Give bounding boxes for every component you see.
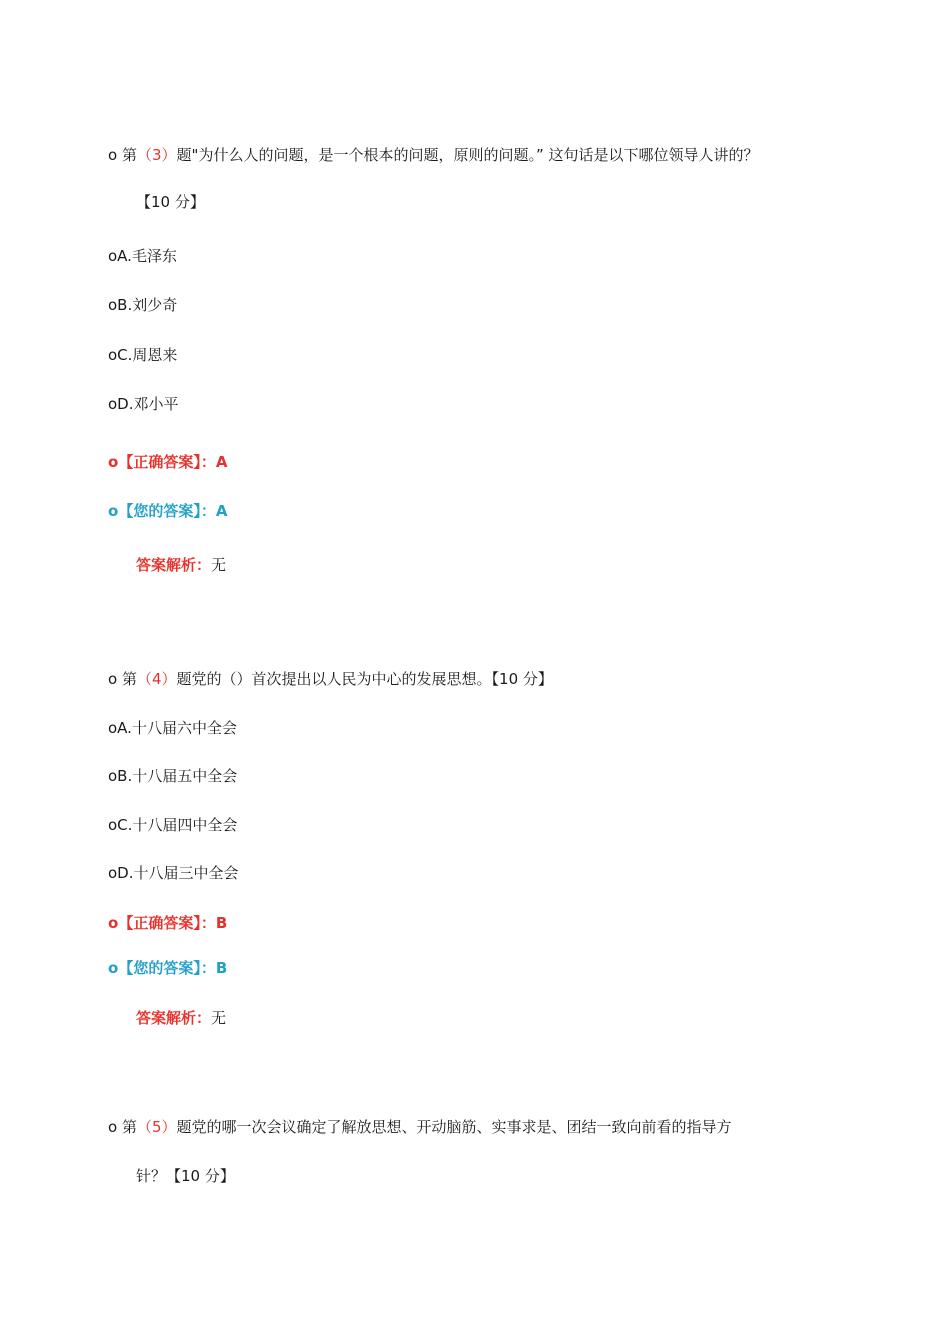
question-5-stem (108, 1117, 732, 1137)
bullet: o (108, 959, 119, 977)
your-answer (108, 958, 227, 978)
correct-answer-label: 【正确答案】： (118, 453, 216, 471)
correct-answer-value: A (215, 453, 228, 471)
option-c: oC.周恩来 (108, 346, 178, 364)
question-prefix: 第 (121, 1118, 137, 1136)
question-suffix: 题 (176, 146, 192, 164)
question-3-score: 【10 分】 (136, 193, 205, 211)
bullet: o (108, 502, 119, 520)
option-d: oD.十八届三中全会 (108, 864, 239, 882)
answer-analysis (136, 1008, 226, 1028)
option-b: oB.刘少奇 (108, 296, 178, 314)
question-number: （5） (136, 1118, 177, 1136)
correct-answer (108, 913, 227, 933)
bullet: o (108, 914, 119, 932)
question-suffix: 题 (176, 670, 192, 688)
option-d: oD.邓小平 (108, 395, 179, 413)
question-number: （4） (136, 670, 177, 688)
analysis-value: 无 (211, 556, 227, 574)
correct-answer-label: 【正确答案】： (118, 914, 216, 932)
question-3-stem (108, 145, 759, 165)
bullet: o (108, 670, 118, 688)
your-answer-value: A (215, 502, 228, 520)
bullet: o (108, 453, 119, 471)
correct-answer-value: B (215, 914, 228, 932)
bullet: o (108, 146, 118, 164)
question-text: 党的（）首次提出以人民为中心的发展思想。【10 分】 (191, 670, 553, 688)
answer-analysis (136, 555, 226, 575)
question-prefix: 第 (121, 670, 137, 688)
question-number: （3） (136, 146, 177, 164)
question-prefix: 第 (121, 146, 137, 164)
analysis-value: 无 (211, 1009, 227, 1027)
option-c: oC.十八届四中全会 (108, 816, 238, 834)
question-4-stem (108, 669, 553, 689)
question-text: "为什么人的问题，是一个根本的问题，原则的问题。” 这句话是以下哪位领导人讲的？ (191, 146, 759, 164)
option-a: oA.十八届六中全会 (108, 719, 237, 737)
option-b: oB.十八届五中全会 (108, 767, 238, 785)
question-5-continuation: 针？【10 分】 (136, 1167, 235, 1185)
analysis-label: 答案解析： (136, 1009, 212, 1027)
your-answer (108, 501, 227, 521)
question-suffix: 题 (176, 1118, 192, 1136)
bullet: o (108, 1118, 118, 1136)
analysis-label: 答案解析： (136, 556, 212, 574)
your-answer-label: 【您的答案】： (118, 959, 216, 977)
your-answer-value: B (215, 959, 228, 977)
correct-answer (108, 452, 227, 472)
your-answer-label: 【您的答案】： (118, 502, 216, 520)
question-text: 党的哪一次会议确定了解放思想、开动脑筋、实事求是、团结一致向前看的指导方 (191, 1118, 732, 1136)
option-a: oA.毛泽东 (108, 247, 177, 265)
